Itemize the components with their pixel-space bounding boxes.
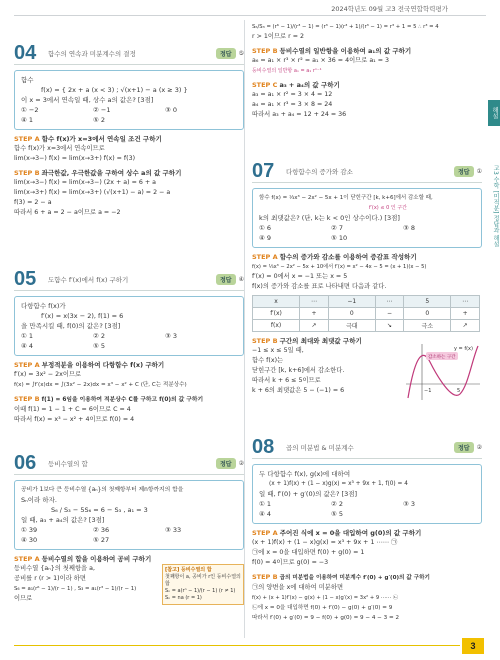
problem-note: f′(x) ≤ 0 인 구간 [369,205,407,211]
solution-line: 등비수열 {aₙ}의 첫째항을 a, [14,565,95,572]
table-cell: + [451,308,480,320]
solution-line: f(x) = ⅓x³ − 2x² − 5x + 10에서 f′(x) = x² − 4x − 5 = (x + 1)(x − 5) [252,264,427,270]
solution-line: 따라서 a₃ + a₄ = 12 + 24 = 36 [252,111,347,118]
question-number: 06 [14,451,37,474]
choice-1: ① 1 [21,332,34,340]
table-cell: f(x) [253,320,300,332]
problem-text: Sₙ이라 하자. [21,496,57,504]
step-title: 좌극한값, 우극한값을 구하여 상수 a의 값 구하기 [41,169,182,177]
problem-text: 일 때, a₃ + a₄의 값은? [3점] [21,516,105,524]
solution-line: f(3) = 2 − a [14,199,52,206]
question-number: 05 [14,267,37,290]
answer-badge: 정답 [454,166,474,177]
step-label: STEP A [14,555,40,563]
solution-line: 함수 f(x)가 x=3에서 연속이므로 [14,145,105,152]
answer-badge: 정답 [216,458,236,469]
step-label: STEP B [252,573,278,581]
solution-line: ㉠의 양변을 x에 대하여 미분하면 [252,584,344,591]
solution-line: 따라서 f′(0) + g′(0) = 9 − f(0) + g(0) = 9 − 4 − 3 = 2 [252,615,400,621]
solution-note: 등비수열의 일반항 aₙ = a₁ rⁿ⁻¹ [252,68,322,74]
choice-5: ⑤ 5 [331,510,344,518]
question-topic: 등비수열의 합 [48,459,88,468]
solution-line: f(x)의 증가와 감소를 표로 나타내면 다음과 같다. [252,283,387,290]
header-divider [14,15,486,16]
problem-box [252,464,482,524]
answer-value: ④ [238,275,244,283]
solution-line: f(x) + (x + 1)f′(x) − g(x) + (1 − x)g′(x) = 3x² + 9 ⋯⋯ ㉡ [252,595,399,601]
step-label: STEP B [14,169,40,177]
graph-note: 감소하는 구간 [428,355,456,360]
solution-line: f(0) = 4이므로 g(0) = −3 [252,559,329,566]
step-title: 함수의 증가와 감소를 이용하여 증감표 작성하기 [279,253,417,261]
solution-line: 공비를 r (r > 1)이라 하면 [14,575,86,582]
step-label: STEP A [252,529,278,537]
step-label: STEP A [14,361,40,369]
step-label: STEP A [252,253,278,261]
step-title: f(1) = 6임을 이용하여 적분상수 C를 구하고 f(0)의 값 구하기 [41,397,204,403]
answer-badge: 정답 [454,442,474,453]
answer-value: ② [238,459,244,467]
problem-box [252,188,482,248]
table-cell: 극소 [404,320,451,332]
graph-tick-1: −1 [424,388,432,394]
graph-tick-2: 5 [457,388,461,394]
choice-4: ④ 4 [21,342,34,350]
table-cell: ↘ [375,320,404,332]
solution-line: f(x) = ∫f′(x)dx = ∫(3x² − 2x)dx = x³ − x² + C (단, C는 적분상수) [14,382,187,388]
table-cell: 0 [328,308,375,320]
solution-line: ㉠에 x = 0을 대입하면 f(0) + g(0) = 1 [252,549,365,556]
table-cell: 극대 [328,320,375,332]
answer-badge: 정답 [216,274,236,285]
choice-4: ④ 9 [259,234,272,242]
problem-text: 을 만족시킬 때, f(0)의 값은? [3점] [21,322,121,330]
cubic-graph [402,340,482,402]
choice-1: ① 39 [21,526,38,534]
sidebar-text: 고3 수학 [미적분] 정답과 해설 [492,165,499,248]
choice-4: ④ 1 [21,116,34,124]
solution-line: a₃ = a₁ × r² = 3 × 4 = 12 [252,91,333,98]
solution-line: lim(x→3+) f(x) = lim(x→3+) (√(x+1) − a) = 2 − a [14,189,171,196]
table-cell: ↗ [300,320,329,332]
choice-5: ⑤ 10 [331,234,348,242]
solution-line: −1 ≤ x ≤ 5일 때, [252,347,304,354]
page-number: 3 [462,638,484,654]
footer-line [14,645,460,646]
problem-text: 함수 [21,76,34,84]
step-title: 구간의 최대와 최댓값 구하기 [279,337,362,345]
solution-line: (x + 1)f(x) + (1 − x)g(x) = x³ + 9x + 1 ⋯⋯ ㉠ [252,539,398,546]
table-cell: − [375,308,404,320]
question-06-continued [252,22,482,120]
choice-2: ② 2 [93,332,106,340]
table-cell: + [300,308,329,320]
question-08 [252,436,482,623]
question-06 [14,452,244,620]
reference-title: [참고] 등비수열의 합 [165,567,212,573]
problem-box [14,296,244,356]
question-topic: 다항함수의 증가와 감소 [286,167,353,176]
step-label: STEP C [252,81,278,89]
sign-table [252,295,480,332]
choice-2: ② 7 [331,224,344,232]
question-topic: 함수의 연속과 미분계수의 결정 [48,49,136,58]
solution-line: a₄ = a₁ × r³ = 3 × 8 = 24 [252,101,333,108]
solution-line: S₆ = a₁(r⁶ − 1)/(r − 1) , S₃ = a₁(r³ − 1)/(r − 1) [14,586,137,592]
problem-formula: f′(x) = x(3x − 2), f(1) = 6 [41,312,124,320]
problem-box [14,70,244,130]
choice-1: ① 6 [259,224,272,232]
solution-line: 따라서 k + 6 ≤ 5이므로 [252,377,321,384]
choice-3: ③ 3 [165,332,178,340]
table-cell: ↗ [451,320,480,332]
answer-value: ② [476,443,482,451]
choice-2: ② 2 [331,500,344,508]
answer-value: ① [476,167,482,175]
step-title: 곱의 미분법을 이용하여 미분계수 f′(0) + g′(0)의 값 구하기 [279,575,430,581]
table-cell: 0 [404,308,451,320]
solution-line: 닫힌구간 [k, k+6]에서 감소한다. [252,367,345,374]
page-header-title: 2024학년도 09월 고3 전국연합학력평가 [331,5,448,13]
table-cell: ⋯ [300,296,329,308]
choice-4: ④ 30 [21,536,38,544]
choice-3: ③ 8 [403,224,416,232]
problem-text: 두 다항함수 f(x), g(x)에 대하여 [259,470,351,478]
choice-3: ③ 0 [165,106,178,114]
step-title: 주어진 식에 x = 0을 대입하여 g(0)의 값 구하기 [279,529,422,537]
step-title: 함수 f(x)가 x=3에서 연속일 조건 구하기 [41,135,162,143]
step-title: 부정적분을 이용하여 다항함수 f(x) 구하기 [41,361,165,369]
solution-line: lim(x→3−) f(x) = lim(x→3−) (2x + a) = 6 + a [14,179,157,186]
step-label: STEP A [14,135,40,143]
choice-5: ⑤ 2 [93,116,106,124]
problem-text: k의 최댓값은? (단, k는 k < 0인 상수이다.) [3점] [259,214,400,222]
problem-formula: S₆ / S₃ − 5S₆ = 6 − S₃ , a₁ = 3 [51,506,148,514]
problem-text: 함수 f(x) = ⅓x³ − 2x² − 5x + 1이 닫힌구간 [k, k+6]에서 감소할 때, [259,195,433,201]
reference-box [162,564,244,605]
reference-line: 첫째항이 a, 공비가 r인 등비수열의 합 [165,574,241,587]
table-cell: 5 [404,296,451,308]
question-05 [14,268,244,425]
problem-formula: (x + 1)f(x) + (1 − x)g(x) = x³ + 9x + 1, f(0) = 4 [269,481,408,487]
step-title: 등비수열의 일반항을 이용하여 a₁의 값 구하기 [279,47,412,55]
solution-line: 이때 f(1) = 1 − 1 + C = 6이므로 C = 4 [14,406,131,413]
problem-text: 공비가 1보다 큰 등비수열 {aₙ}의 첫째항부터 제n항까지의 합을 [21,487,184,493]
solution-line: f′(x) = 3x² − 2x이므로 [14,371,82,378]
solution-line: k + 6의 최댓값은 5 − (−1) = 6 [252,387,345,394]
choice-2: ② −1 [93,106,111,114]
step-label: STEP B [252,47,278,55]
problem-formula: f(x) = { 2x + a (x < 3) ; √(x+1) − a (x ≥ 3) } [41,86,188,94]
reference-line: Sₙ = a(rⁿ − 1)/(r − 1) (r ≠ 1) [165,588,236,594]
solution-line: lim(x→3−) f(x) = lim(x→3+) f(x) = f(3) [14,155,136,162]
solution-line: ㉡에 x = 0을 대입하면 f(0) + f′(0) − g(0) + g′(0) = 9 [252,605,393,611]
choice-1: ① 1 [259,500,272,508]
question-number: 04 [14,41,37,64]
question-04 [14,42,244,218]
solution-line: r > 1이므로 r = 2 [252,33,304,40]
step-title: a₃ + a₄의 값 구하기 [279,81,340,89]
solution-line: f′(x) = 0에서 x = −1 또는 x = 5 [252,273,348,280]
table-cell: x [253,296,300,308]
problem-text: 일 때, f′(0) + g′(0)의 값은? [3점] [259,490,358,498]
problem-text: 다항함수 f(x)가 [21,302,66,310]
table-cell: −1 [328,296,375,308]
choice-2: ② 36 [93,526,110,534]
choice-3: ③ 3 [403,500,416,508]
table-cell: f′(x) [253,308,300,320]
question-topic: 곱의 미분법 & 미분계수 [286,443,354,452]
question-topic: 도함수 f′(x)에서 f(x) 구하기 [48,275,129,284]
choice-4: ④ 4 [259,510,272,518]
graph-label: y = f(x) [454,346,473,352]
solution-line: a₆ = a₁ × r³ × r² = a₁ × 36 = 4이므로 a₁ = 3 [252,57,389,64]
answer-value: ⑤ [238,49,244,57]
solution-line: 따라서 6 + a = 2 − a이므로 a = −2 [14,209,121,216]
step-label: STEP B [252,337,278,345]
question-number: 07 [252,159,275,182]
reference-line: Sₙ = na (r = 1) [165,595,202,601]
problem-text: 이 x = 3에서 연속일 때, 상수 a의 값은? [3점] [21,96,154,104]
question-number: 08 [252,435,275,458]
solution-line: 이므로 [14,595,33,602]
solution-line: 따라서 f(x) = x³ − x² + 4이므로 f(0) = 4 [14,416,135,423]
sidebar-tab[interactable]: 해설 [488,100,500,126]
table-cell: ⋯ [451,296,480,308]
choice-1: ① −2 [21,106,39,114]
question-07 [252,160,482,400]
choice-5: ⑤ 5 [93,342,106,350]
solution-line: S₆/S₃ = (r⁶ − 1)/(r³ − 1) = (r³ − 1)(r³ + 1)/(r³ − 1) = r³ + 1 = 5 ∴ r³ = 4 [252,24,439,30]
choice-5: ⑤ 27 [93,536,110,544]
choice-3: ③ 33 [165,526,182,534]
problem-box [14,480,244,550]
column-divider [244,20,245,638]
step-title: 등비수열의 합을 이용하여 공비 구하기 [41,555,152,563]
answer-badge: 정답 [216,48,236,59]
table-cell: ⋯ [375,296,404,308]
solution-line: 함수 f(x)는 [252,357,284,364]
step-label: STEP B [14,395,40,403]
